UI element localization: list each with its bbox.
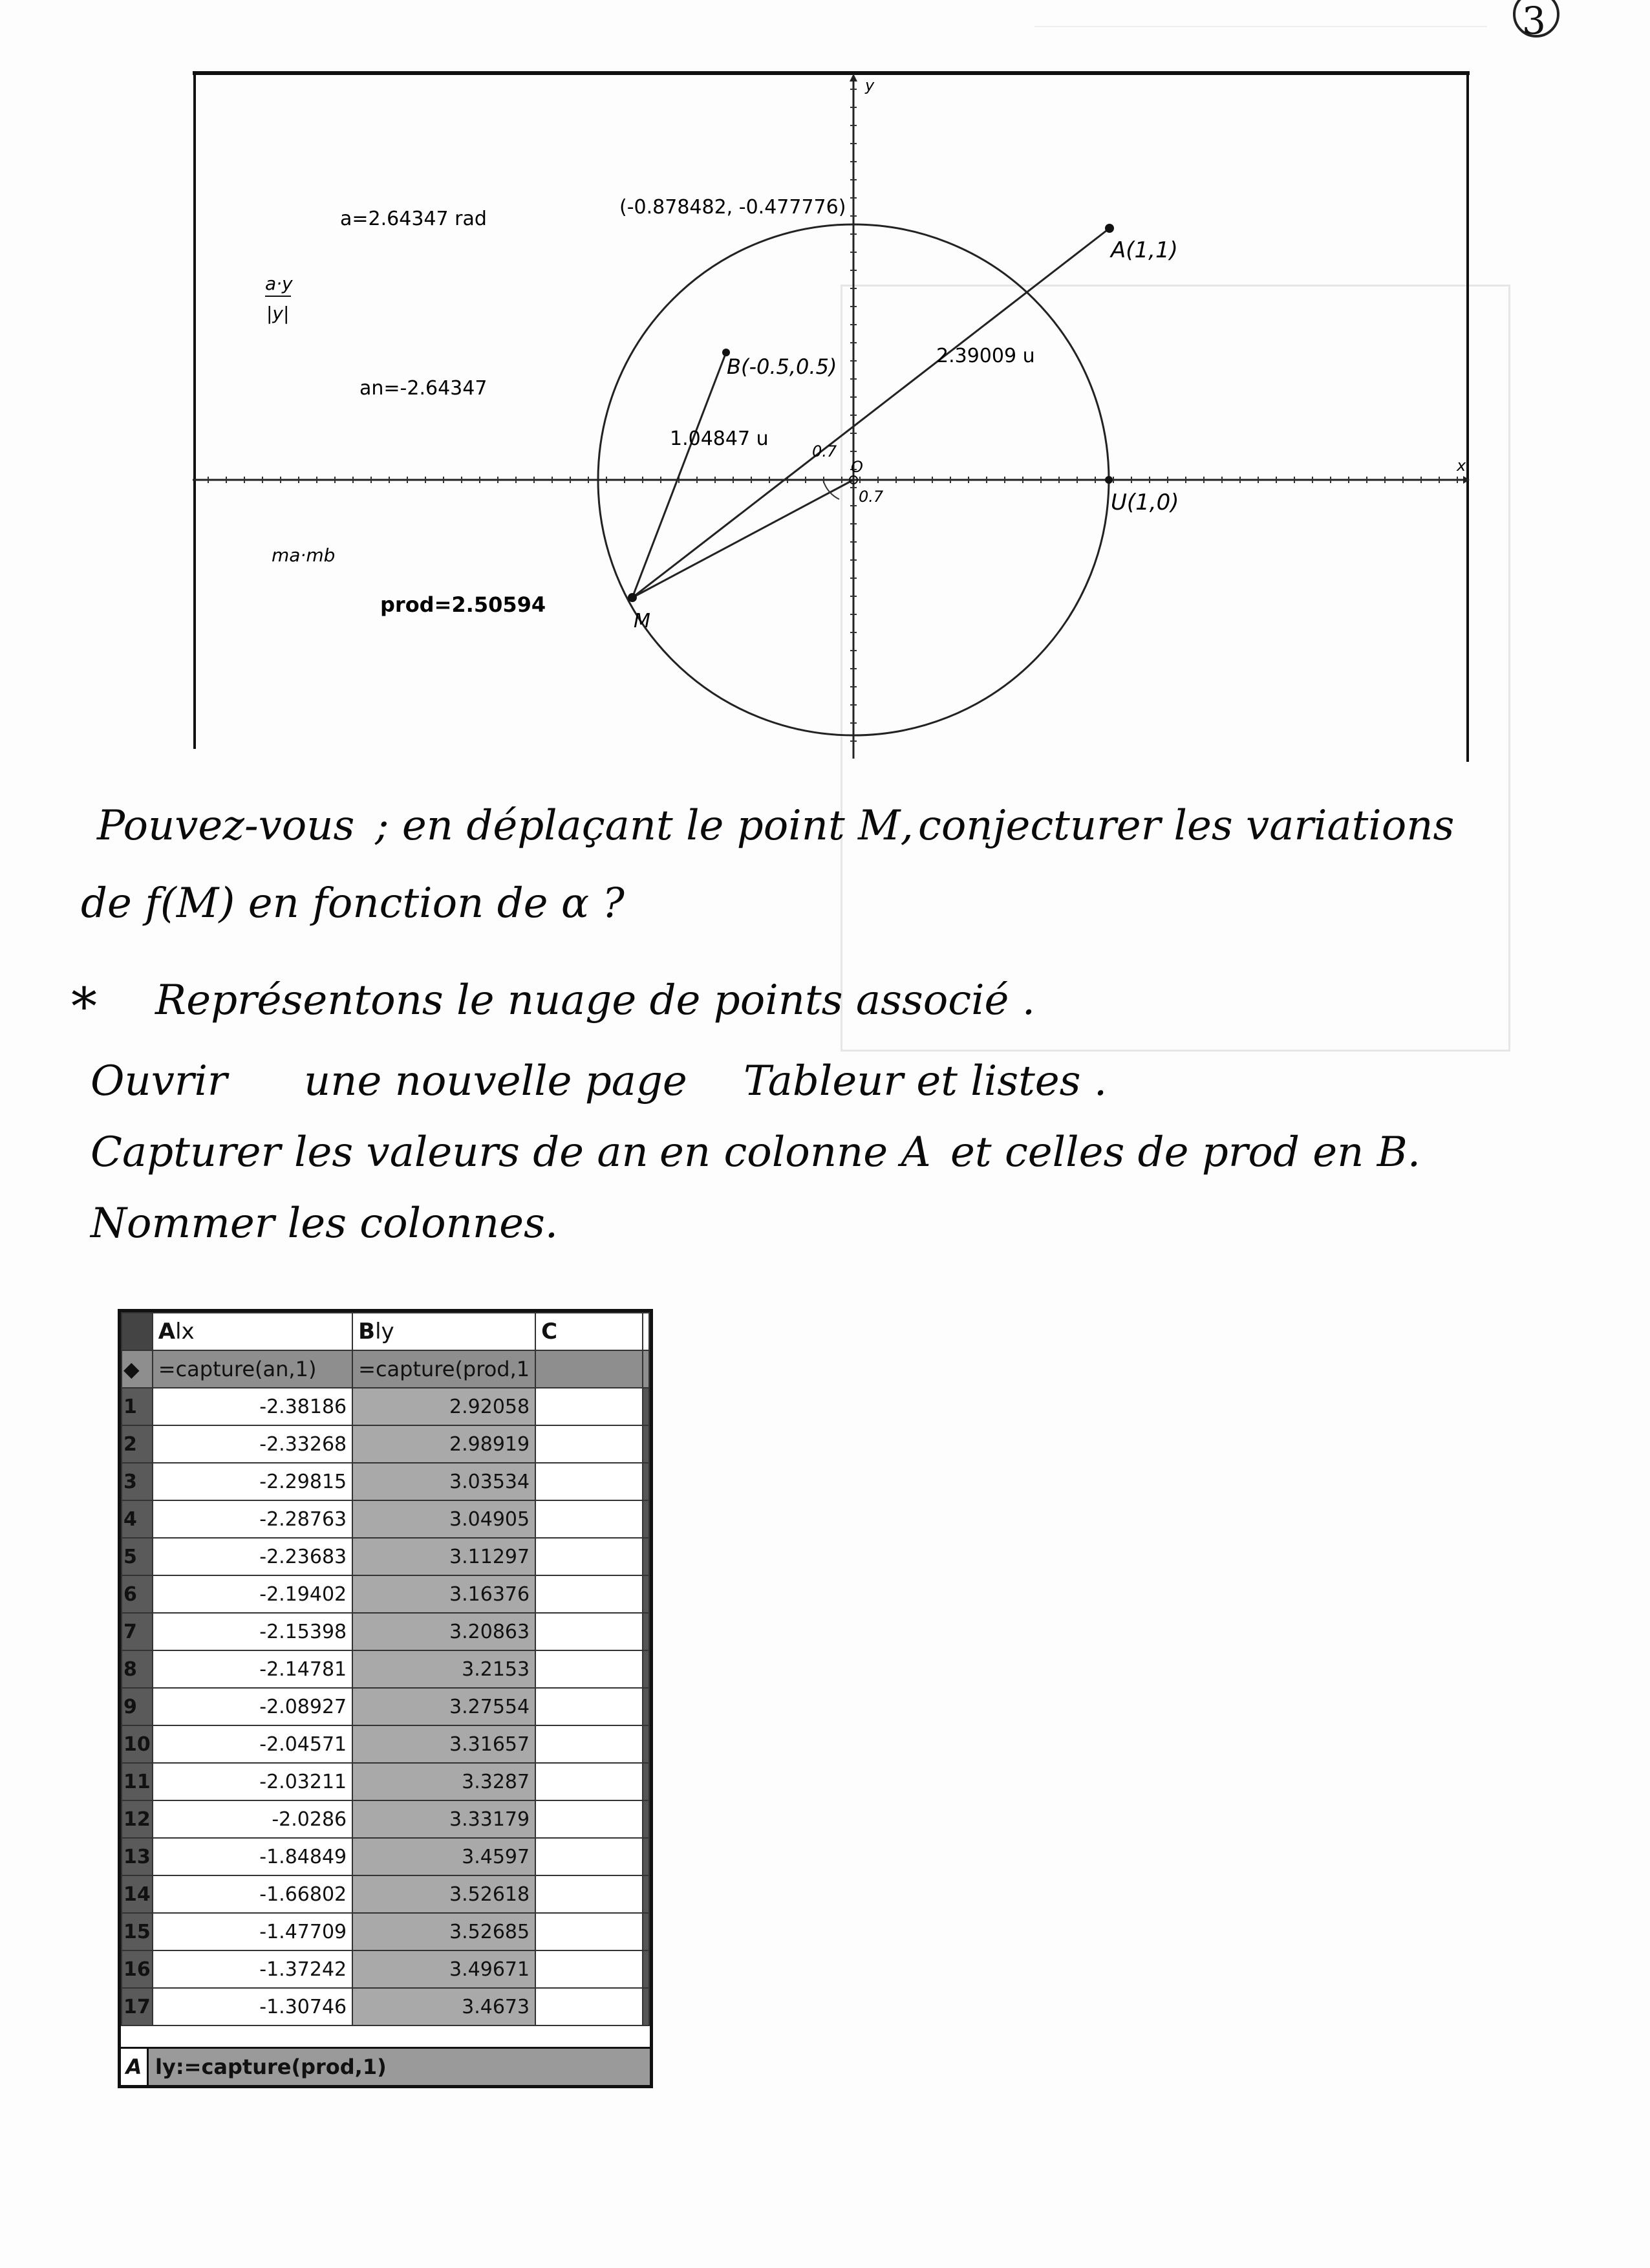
- table-row: [122, 1838, 649, 1875]
- point-U-label: U(1,0): [1111, 490, 1179, 515]
- cell-C[interactable]: [535, 1838, 642, 1875]
- geometry-figure: [193, 70, 1470, 762]
- cell-A[interactable]: -2.0286: [153, 1800, 352, 1838]
- row-number: 10: [122, 1725, 153, 1763]
- formula-row: [122, 1350, 649, 1388]
- cell-A[interactable]: -1.37242: [153, 1950, 352, 1988]
- spreadsheet: [118, 1309, 653, 2088]
- formula-cell-A[interactable]: =capture(an,1): [153, 1350, 352, 1388]
- point-A: [1105, 224, 1114, 233]
- cell-B[interactable]: 3.52618: [352, 1875, 535, 1913]
- cell-A[interactable]: -2.14781: [153, 1650, 352, 1688]
- page-number-text: 3: [1522, 0, 1546, 43]
- row-number: 14: [122, 1875, 153, 1913]
- cell-B[interactable]: 2.92058: [352, 1388, 535, 1425]
- cell-A[interactable]: -2.15398: [153, 1613, 352, 1650]
- cell-C[interactable]: [535, 1950, 642, 1988]
- row-number: 12: [122, 1800, 153, 1838]
- column-header-D[interactable]: [643, 1313, 649, 1350]
- an-label: an=-2.64347: [359, 377, 488, 400]
- row-number: 5: [122, 1538, 153, 1575]
- cell-B[interactable]: 3.33179: [352, 1800, 535, 1838]
- instruction-line4c: Tableur et listes .: [744, 1057, 1108, 1105]
- formula-cell-C[interactable]: [535, 1350, 642, 1388]
- page-number: [1513, 0, 1558, 45]
- table-row: [122, 1763, 649, 1800]
- table-row: [122, 1388, 649, 1425]
- table-row: [122, 1575, 649, 1613]
- instruction-line1a: Pouvez-vous: [97, 802, 355, 850]
- row-number: 6: [122, 1575, 153, 1613]
- cell-D[interactable]: [643, 1725, 649, 1763]
- cell-C[interactable]: [535, 1388, 642, 1425]
- table-row: [122, 1613, 649, 1650]
- cell-C[interactable]: [535, 1463, 642, 1500]
- instruction-line5d: et celles de prod en B.: [950, 1129, 1421, 1176]
- formula-cell-B[interactable]: =capture(prod,1: [352, 1350, 535, 1388]
- corner-cell: [122, 1313, 153, 1350]
- cell-C[interactable]: [535, 1613, 642, 1650]
- cell-D[interactable]: [643, 1913, 649, 1950]
- cell-A[interactable]: -2.29815: [153, 1463, 352, 1500]
- cell-B[interactable]: 3.03534: [352, 1463, 535, 1500]
- point-top-label: (-0.878482, -0.477776): [619, 196, 846, 219]
- row-number: 9: [122, 1688, 153, 1725]
- cell-C[interactable]: [535, 1800, 642, 1838]
- cell-B[interactable]: 2.98919: [352, 1425, 535, 1463]
- instruction-star: *: [71, 977, 97, 1037]
- cell-D[interactable]: [643, 1950, 649, 1988]
- point-U: [1105, 476, 1113, 484]
- cell-A[interactable]: -2.03211: [153, 1763, 352, 1800]
- point-M: [628, 593, 637, 602]
- cell-A[interactable]: -2.08927: [153, 1688, 352, 1725]
- row-number: 3: [122, 1463, 153, 1500]
- instruction-line6: Nommer les colonnes.: [91, 1200, 559, 1247]
- column-header-C[interactable]: C: [535, 1313, 642, 1350]
- ay-sub-label: |y|: [266, 303, 290, 324]
- row-number: 15: [122, 1913, 153, 1950]
- cell-A[interactable]: -2.28763: [153, 1500, 352, 1538]
- cell-C[interactable]: [535, 1725, 642, 1763]
- cell-C[interactable]: [535, 1763, 642, 1800]
- cell-D[interactable]: [643, 1538, 649, 1575]
- table-row: [122, 1913, 649, 1950]
- cell-B[interactable]: 3.2153: [352, 1650, 535, 1688]
- table-row: [122, 1988, 649, 2025]
- instruction-line5a: Capturer: [91, 1129, 281, 1176]
- dist-MA-label: 2.39009 u: [936, 345, 1035, 367]
- row-number: 16: [122, 1950, 153, 1988]
- row-number: 13: [122, 1838, 153, 1875]
- cell-D[interactable]: [643, 1838, 649, 1875]
- cell-A[interactable]: -2.19402: [153, 1575, 352, 1613]
- table-row: [122, 1800, 649, 1838]
- cell-D[interactable]: [643, 1425, 649, 1463]
- cell-A[interactable]: -1.47709: [153, 1913, 352, 1950]
- column-header-B[interactable]: Bly: [352, 1313, 535, 1350]
- table-row: [122, 1688, 649, 1725]
- cell-A[interactable]: -1.30746: [153, 1988, 352, 2025]
- point-B-label: B(-0.5,0.5): [727, 354, 837, 379]
- cell-C[interactable]: [535, 1875, 642, 1913]
- cell-D[interactable]: [643, 1613, 649, 1650]
- x-axis-label: x: [1457, 457, 1466, 475]
- cell-A[interactable]: -2.33268: [153, 1425, 352, 1463]
- table-row: [122, 1500, 649, 1538]
- tick-07a-label: 0.7: [812, 442, 837, 460]
- cell-B[interactable]: 3.52685: [352, 1913, 535, 1950]
- cell-D[interactable]: [643, 1388, 649, 1425]
- point-M-label: M: [634, 610, 650, 632]
- mamb-label: ma·mb: [272, 545, 336, 566]
- cell-D[interactable]: [643, 1463, 649, 1500]
- cell-D[interactable]: [643, 1988, 649, 2025]
- cell-B[interactable]: 3.11297: [352, 1538, 535, 1575]
- cell-B[interactable]: 3.27554: [352, 1688, 535, 1725]
- ay-label: a·y: [265, 273, 293, 294]
- table-row: [122, 1875, 649, 1913]
- cell-D[interactable]: [643, 1688, 649, 1725]
- entry-text[interactable]: ly:=capture(prod,1): [155, 2055, 387, 2079]
- spreadsheet-grid: [121, 1312, 650, 2026]
- entry-line[interactable]: [121, 2047, 650, 2085]
- formula-row-marker: ◆: [122, 1350, 153, 1388]
- cell-C[interactable]: [535, 1650, 642, 1688]
- cell-B[interactable]: 3.4597: [352, 1838, 535, 1875]
- table-row: [122, 1650, 649, 1688]
- cell-B[interactable]: 3.49671: [352, 1950, 535, 1988]
- table-row: [122, 1538, 649, 1575]
- cell-B[interactable]: 3.04905: [352, 1500, 535, 1538]
- cell-A[interactable]: -1.66802: [153, 1875, 352, 1913]
- cell-D[interactable]: [643, 1875, 649, 1913]
- cell-B[interactable]: 3.3287: [352, 1763, 535, 1800]
- cell-D[interactable]: [643, 1763, 649, 1800]
- cell-D[interactable]: [643, 1500, 649, 1538]
- angle-label: a=2.64347 rad: [340, 208, 487, 230]
- formula-cell-D[interactable]: [643, 1350, 649, 1388]
- instruction-line5c: en colonne A: [659, 1129, 931, 1176]
- point-O-label: O: [851, 458, 863, 476]
- cell-B[interactable]: 3.4673: [352, 1988, 535, 2025]
- row-number: 1: [122, 1388, 153, 1425]
- cell-C[interactable]: [535, 1500, 642, 1538]
- instruction-line3: Représentons le nuage de points associé .: [155, 977, 1036, 1024]
- segment-MO: [632, 480, 853, 598]
- row-number: 4: [122, 1500, 153, 1538]
- cell-C[interactable]: [535, 1988, 642, 2025]
- cell-D[interactable]: [643, 1575, 649, 1613]
- y-axis-label: y: [865, 76, 875, 94]
- row-number: 8: [122, 1650, 153, 1688]
- cell-A[interactable]: -2.23683: [153, 1538, 352, 1575]
- row-number: 11: [122, 1763, 153, 1800]
- table-row: [122, 1725, 649, 1763]
- cell-C[interactable]: [535, 1913, 642, 1950]
- point-A-label: A(1,1): [1111, 237, 1178, 263]
- cell-A[interactable]: -2.38186: [153, 1388, 352, 1425]
- table-row: [122, 1425, 649, 1463]
- instruction-line2: de f(M) en fonction de α ?: [81, 880, 625, 927]
- instruction-line4b: une nouvelle page: [304, 1057, 687, 1105]
- table-row: [122, 1950, 649, 1988]
- cell-A[interactable]: -2.04571: [153, 1725, 352, 1763]
- instruction-line1b: ; en déplaçant le point M,: [375, 802, 914, 850]
- cell-B[interactable]: 3.16376: [352, 1575, 535, 1613]
- instruction-line1c: conjecturer les variations: [918, 802, 1455, 850]
- column-header-A[interactable]: Alx: [153, 1313, 352, 1350]
- instruction-line5b: les valeurs de an: [294, 1129, 648, 1176]
- row-number: 17: [122, 1988, 153, 2025]
- prod-label: prod=2.50594: [380, 592, 546, 617]
- cell-A[interactable]: -1.84849: [153, 1838, 352, 1875]
- table-row: [122, 1463, 649, 1500]
- cell-C[interactable]: [535, 1538, 642, 1575]
- row-number: 7: [122, 1613, 153, 1650]
- entry-cell-label: A: [121, 2049, 149, 2085]
- dist-MB-label: 1.04847 u: [670, 427, 769, 450]
- cell-D[interactable]: [643, 1800, 649, 1838]
- cell-D[interactable]: [643, 1650, 649, 1688]
- cell-C[interactable]: [535, 1575, 642, 1613]
- cell-B[interactable]: 3.31657: [352, 1725, 535, 1763]
- cell-C[interactable]: [535, 1425, 642, 1463]
- row-number: 2: [122, 1425, 153, 1463]
- column-header-row: [122, 1313, 649, 1350]
- cell-C[interactable]: [535, 1688, 642, 1725]
- cell-B[interactable]: 3.20863: [352, 1613, 535, 1650]
- instruction-line4a: Ouvrir: [91, 1057, 228, 1105]
- tick-07b-label: 0.7: [859, 488, 884, 506]
